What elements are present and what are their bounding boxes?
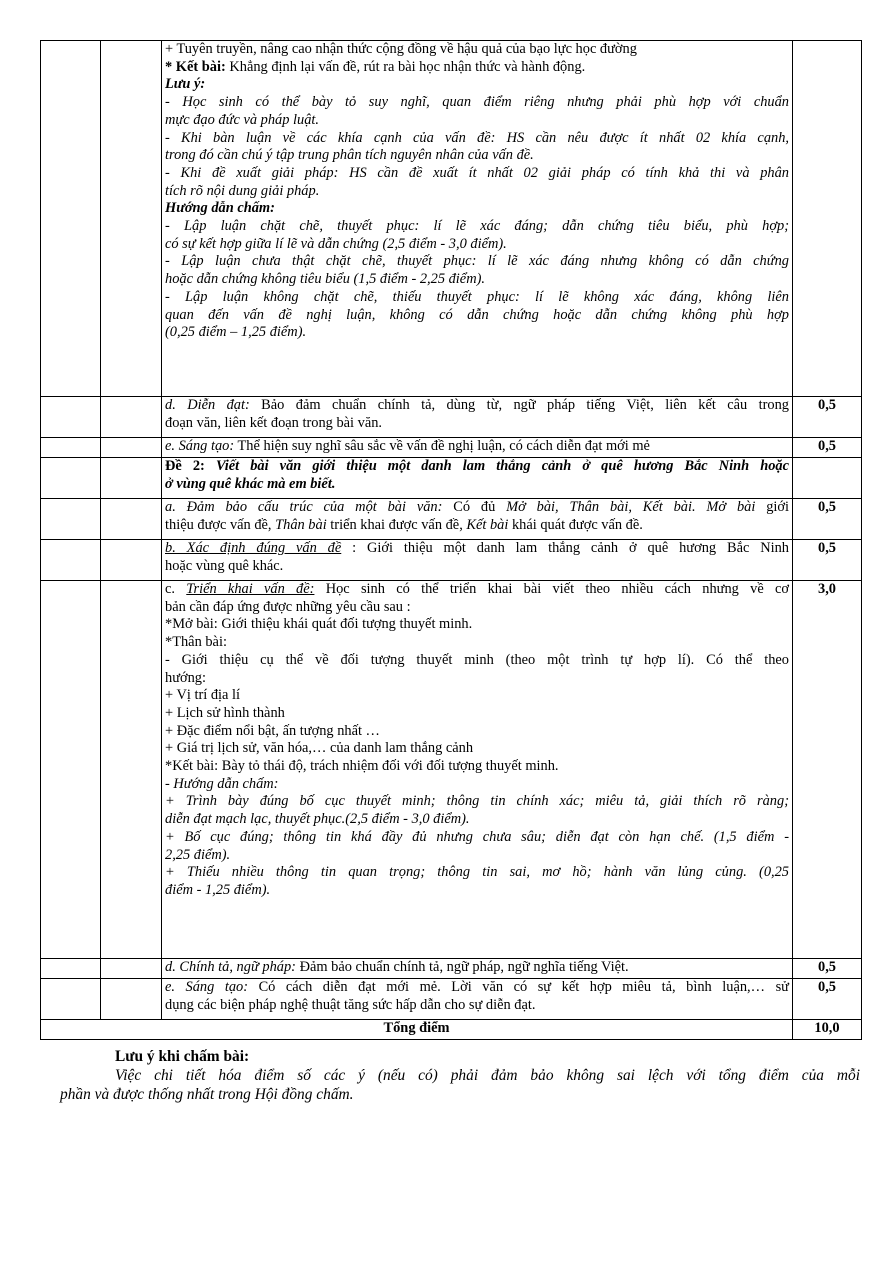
- criterion-label: e. Sáng tạo:: [165, 438, 235, 454]
- criterion-prefix: c.: [165, 581, 187, 597]
- part-cell: [41, 41, 101, 397]
- question-cell: [101, 397, 162, 438]
- content-cell: [162, 540, 793, 581]
- question-cell: [101, 979, 162, 1020]
- content-cell: [162, 41, 793, 397]
- part-cell: [41, 397, 101, 438]
- document-page: [40, 40, 862, 1040]
- text-line: - Lập luận chặt chẽ, thuyết phục: lí lẽ xác đáng; dẫn chứng tiêu biểu, phù hợp;: [165, 218, 789, 235]
- text-line: [165, 517, 789, 535]
- score-cell: [793, 41, 862, 397]
- question-cell: [101, 959, 162, 979]
- text-line: bản cần đáp ứng được những yêu cầu sau :: [165, 598, 411, 615]
- question-cell: [101, 581, 162, 959]
- criterion-label: d. Diễn đạt:: [165, 397, 250, 413]
- prompt-label: Đề 2:: [165, 458, 216, 474]
- table-row: [41, 438, 862, 458]
- note-heading: Lưu ý:: [165, 76, 206, 93]
- ket-bai-text: Khẳng định lại vấn đề, rút ra bài học nhận thức và hành động.: [225, 58, 586, 75]
- text-line: ở vùng quê khác mà em biết.: [165, 475, 336, 492]
- content-cell: [162, 959, 793, 979]
- criterion-text: Mở bài, Thân bài, Kết bài. Mở bài: [506, 499, 756, 515]
- criterion-label: Triển khai vấn đề:: [186, 581, 315, 597]
- table-row: [41, 959, 862, 979]
- table-row: [41, 499, 862, 540]
- table-row: [41, 41, 862, 397]
- criterion-label: b. Xác định đúng vấn đề: [165, 540, 342, 556]
- score-value: 3,0: [793, 581, 862, 959]
- text-line: [165, 59, 789, 77]
- text-line: - Học sinh có thể bày tỏ suy nghĩ, quan điểm riêng nhưng phải phù hợp với chuẩn: [165, 94, 789, 111]
- question-cell: [101, 41, 162, 397]
- text-line: + Thiếu nhiều thông tin quan trọng; thông tin sai, mơ hồ; hành văn lủng củng. (0,25: [165, 864, 789, 881]
- criterion-text: Kết bài: [466, 516, 509, 533]
- text-line: (0,25 điểm – 1,25 điểm).: [165, 324, 307, 341]
- criterion-text: khái quát được vấn đề.: [508, 516, 643, 533]
- text-line: điểm - 1,25 điểm).: [165, 881, 271, 898]
- part-cell: [41, 438, 101, 458]
- criterion-text: thiệu được vấn đề,: [165, 516, 276, 533]
- text-line: + Tuyên truyền, nâng cao nhận thức cộng đồng về hậu quả của bạo lực học đường: [165, 41, 637, 57]
- list-item: + Đặc điểm nổi bật, ấn tượng nhất …: [165, 722, 380, 739]
- criterion-text: Thể hiện suy nghĩ sâu sắc về vấn đề nghị luận, có cách diễn đạt mới mẻ: [234, 438, 650, 454]
- part-cell: [41, 581, 101, 959]
- text-line: - Lập luận chưa thật chặt chẽ, thuyết phục: lí lẽ xác đáng nhưng không có dẫn chứng: [165, 253, 789, 270]
- text-line: [165, 397, 789, 415]
- text-line: diễn đạt mạch lạc, thuyết phục.(2,5 điểm - 3,0 điểm).: [165, 811, 470, 828]
- part-cell: [41, 959, 101, 979]
- text-line: hoặc dẫn chứng không tiêu biểu (1,5 điểm - 2,25 điểm).: [165, 271, 485, 288]
- content-cell: [162, 979, 793, 1020]
- text-line: [165, 581, 789, 599]
- table-row: [41, 397, 862, 438]
- total-score: 10,0: [793, 1020, 862, 1040]
- ket-bai-label: * Kết bài:: [165, 58, 226, 75]
- total-label: Tổng điểm: [41, 1020, 793, 1040]
- criterion-label: d. Chính tả, ngữ pháp:: [165, 959, 296, 975]
- text-line: [165, 438, 789, 456]
- score-value: 0,5: [793, 499, 862, 540]
- question-cell: [101, 458, 162, 499]
- total-row: [41, 1020, 862, 1040]
- question-cell: [101, 499, 162, 540]
- question-cell: [101, 438, 162, 458]
- notes-text: phần và được thống nhất trong Hội đồng chấm.: [60, 1086, 354, 1103]
- text-line: - Lập luận không chặt chẽ, thiếu thuyết phục: lí lẽ không xác đáng, không liên: [165, 288, 789, 305]
- criterion-text: Bảo đảm chuẩn chính tả, dùng từ, ngữ pháp tiếng Việt, liên kết câu trong: [249, 397, 789, 413]
- criterion-text: : Giới thiệu một danh lam thắng cảnh ở quê hương Bắc Ninh: [341, 540, 789, 556]
- text-line: trong đó cần chú ý tập trung phân tích nguyên nhân của vấn đề.: [165, 147, 534, 164]
- part-cell: [41, 499, 101, 540]
- table-row: [41, 979, 862, 1020]
- list-item: + Lịch sử hình thành: [165, 704, 285, 721]
- text-line: + Trình bày đúng bố cục thuyết minh; thông tin chính xác; miêu tả, giải thích rõ ràng;: [165, 793, 789, 810]
- text-line: dụng các biện pháp nghệ thuật tăng sức hấp dẫn cho sự diễn đạt.: [165, 996, 536, 1013]
- text-line: - Khi đề xuất giải pháp: HS cần đề xuất ít nhất 02 giải pháp có tính khả thi và phân: [165, 164, 789, 181]
- content-cell: [162, 397, 793, 438]
- score-value: 0,5: [793, 438, 862, 458]
- score-cell: [793, 458, 862, 499]
- text-line: *Thân bài:: [165, 634, 227, 651]
- criterion-text: Học sinh có thể triển khai bài viết theo nhiều cách nhưng về cơ: [314, 581, 789, 597]
- text-line: - Khi bàn luận về các khía cạnh của vấn đề: HS cần nêu được ít nhất 02 khía cạnh,: [165, 129, 789, 146]
- criterion-label: e. Sáng tạo:: [165, 979, 249, 995]
- content-cell: [162, 458, 793, 499]
- grading-notes: [60, 1047, 860, 1104]
- score-value: 0,5: [793, 540, 862, 581]
- notes-text: Việc chi tiết hóa điểm số các ý (nếu có) phải đảm bảo không sai lệch với tổng điểm của mỗi: [115, 1067, 860, 1084]
- criterion-text: Có đủ: [442, 499, 507, 515]
- text-line: đoạn văn, liên kết đoạn trong bài văn.: [165, 414, 382, 431]
- table-row: [41, 458, 862, 499]
- score-value: 0,5: [793, 979, 862, 1020]
- part-cell: [41, 979, 101, 1020]
- criterion-text: giới: [755, 499, 789, 515]
- text-line: [165, 540, 789, 558]
- text-line: hoặc vùng quê khác.: [165, 557, 284, 574]
- text-line: mực đạo đức và pháp luật.: [165, 111, 319, 128]
- text-line: quan đến vấn đề nghị luận, không có dẫn chứng hoặc dẫn chứng không phù hợp: [165, 306, 789, 323]
- criterion-text: Thân bài: [275, 516, 327, 533]
- text-line: 2,25 điểm).: [165, 846, 231, 863]
- content-cell: [162, 581, 793, 959]
- guide-heading: Hướng dẫn chấm:: [165, 200, 275, 217]
- prompt-text: Viết bài văn giới thiệu một danh lam thắng cảnh ở quê hương Bắc Ninh hoặc: [215, 458, 789, 474]
- text-line: *Kết bài: Bày tỏ thái độ, trách nhiệm đối với đối tượng thuyết minh.: [165, 758, 559, 775]
- text-line: - Giới thiệu cụ thể về đối tượng thuyết minh (theo một trình tự hợp lí). Có thể theo: [165, 651, 789, 668]
- criterion-text: Đảm bảo chuẩn chính tả, ngữ pháp, ngữ nghĩa tiếng Việt.: [295, 959, 629, 975]
- notes-title: Lưu ý khi chấm bài:: [115, 1048, 250, 1065]
- content-cell: [162, 438, 793, 458]
- list-item: + Vị trí địa lí: [165, 687, 241, 704]
- score-value: 0,5: [793, 397, 862, 438]
- table-row: [41, 581, 862, 959]
- criterion-label: a. Đảm bảo cấu trúc của một bài văn:: [165, 499, 443, 515]
- text-line: [165, 959, 789, 977]
- guide-heading: - Hướng dẫn chấm:: [165, 775, 279, 792]
- criterion-text: triển khai được vấn đề,: [326, 516, 467, 533]
- text-line: tích rõ nội dung giải pháp.: [165, 182, 320, 199]
- part-cell: [41, 540, 101, 581]
- score-value: 0,5: [793, 959, 862, 979]
- question-cell: [101, 540, 162, 581]
- part-cell: [41, 458, 101, 499]
- text-line: [165, 458, 789, 476]
- text-line: có sự kết hợp giữa lí lẽ và dẫn chứng (2,5 điểm - 3,0 điểm).: [165, 235, 507, 252]
- grading-table: [40, 40, 862, 1040]
- text-line: [165, 499, 789, 517]
- text-line: [165, 979, 789, 997]
- content-cell: [162, 499, 793, 540]
- table-row: [41, 540, 862, 581]
- list-item: + Giá trị lịch sử, văn hóa,… của danh lam thắng cảnh: [165, 740, 474, 757]
- text-line: hướng:: [165, 669, 206, 686]
- text-line: + Bố cục đúng; thông tin khá đầy đủ nhưng chưa sâu; diễn đạt còn hạn chế. (1,5 điểm -: [165, 828, 789, 845]
- text-line: *Mở bài: Giới thiệu khái quát đối tượng thuyết minh.: [165, 616, 473, 633]
- criterion-text: Có cách diễn đạt mới mẻ. Lời văn có sự kết hợp miêu tả, bình luận,… sử: [248, 979, 789, 995]
